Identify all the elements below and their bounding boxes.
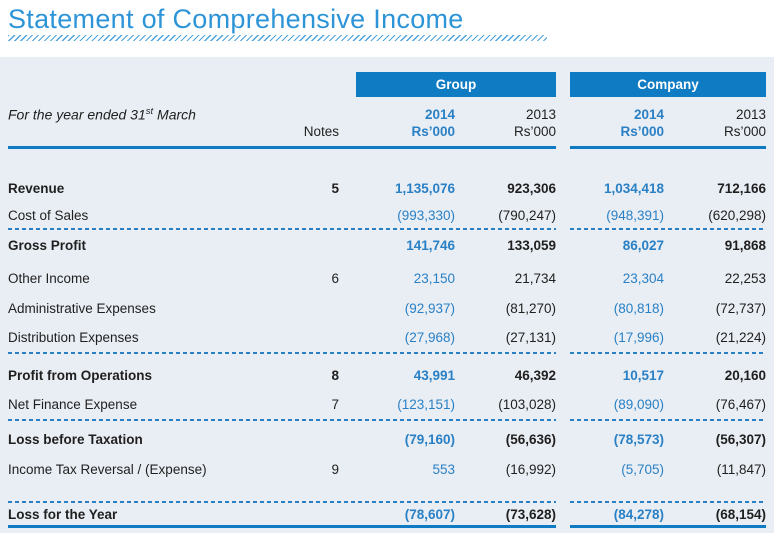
company-2014-value: (89,090) — [613, 397, 664, 412]
group-header-label: Group — [435, 77, 477, 92]
company-2013-value: (56,307) — [715, 432, 766, 447]
total-rule — [8, 525, 766, 528]
group-2013-value: (81,270) — [505, 301, 556, 316]
company-2013-value: (72,737) — [715, 301, 766, 316]
company-2014-value: (78,573) — [613, 432, 664, 447]
company-2013-unit: Rs’000 — [723, 123, 766, 139]
company-2014-value: (84,278) — [613, 507, 664, 522]
dashed-separator — [8, 501, 766, 503]
column-group-bands — [8, 72, 766, 97]
period-superscript: st — [145, 106, 154, 118]
group-2014-value: 23,150 — [413, 271, 455, 286]
group-2014-value: 43,991 — [413, 368, 455, 383]
company-2014-year-header: 2014 — [633, 107, 664, 122]
header-row-units — [8, 123, 766, 139]
row-note: 6 — [331, 271, 339, 286]
company-2014-unit: Rs’000 — [620, 123, 664, 139]
table-row — [8, 361, 766, 391]
company-2013-value: (76,467) — [715, 397, 766, 412]
header-row-years — [8, 106, 766, 123]
table-row — [8, 203, 766, 228]
row-label: Income Tax Reversal / (Expense) — [8, 462, 207, 477]
group-2014-value: (123,151) — [397, 397, 455, 412]
row-label: Loss before Taxation — [8, 432, 143, 447]
company-2014-value: (80,818) — [613, 301, 664, 316]
row-label: Distribution Expenses — [8, 330, 139, 345]
row-label: Administrative Expenses — [8, 301, 156, 316]
dashed-separator — [8, 419, 766, 421]
company-2013-value: 91,868 — [724, 238, 766, 253]
group-2014-value: 553 — [432, 462, 455, 477]
period-label — [8, 106, 345, 123]
company-header-band — [570, 72, 766, 97]
row-label: Revenue — [8, 180, 65, 196]
table-row — [8, 294, 766, 324]
period-prefix: For the year ended 31 — [8, 106, 146, 123]
row-note: 9 — [331, 462, 339, 477]
company-2014-value: (5,705) — [621, 462, 664, 477]
group-2013-value: 46,392 — [514, 368, 556, 383]
group-2013-value: (56,636) — [505, 432, 556, 447]
title-underline-hatch — [8, 35, 547, 41]
row-note: 5 — [331, 180, 339, 196]
table-row — [8, 391, 766, 419]
group-2013-unit: Rs’000 — [513, 123, 556, 139]
row-note: 7 — [331, 397, 339, 412]
table-row — [8, 455, 766, 485]
group-header-band — [356, 72, 556, 97]
company-2013-value: 22,253 — [724, 271, 766, 286]
table-row — [8, 505, 766, 525]
group-2014-value: 1,135,076 — [394, 180, 455, 196]
company-2014-value: 23,304 — [622, 271, 664, 286]
company-2014-value: 1,034,418 — [603, 180, 664, 196]
company-2013-value: (620,298) — [708, 207, 766, 223]
income-statement-table — [0, 57, 774, 533]
group-2013-value: (16,992) — [505, 462, 556, 477]
group-2013-value: (27,131) — [505, 330, 556, 345]
page-title: Statement of Comprehensive Income — [8, 4, 464, 34]
period-suffix: March — [153, 106, 196, 123]
company-2013-year-header: 2013 — [735, 107, 766, 122]
row-label: Other Income — [8, 271, 90, 286]
group-2013-value: (103,028) — [498, 397, 556, 412]
table-row — [8, 264, 766, 294]
group-2013-value: 133,059 — [507, 238, 556, 253]
row-note: 8 — [331, 368, 339, 383]
dashed-separator — [8, 352, 766, 354]
row-label: Gross Profit — [8, 238, 87, 253]
group-2014-value: (92,937) — [404, 301, 455, 316]
group-2014-value: (78,607) — [404, 507, 455, 522]
company-2014-value: 10,517 — [622, 368, 664, 383]
table-row — [8, 174, 766, 203]
group-2013-value: 21,734 — [514, 271, 556, 286]
company-2013-value: 712,166 — [717, 180, 766, 196]
company-2013-value: 20,160 — [724, 368, 766, 383]
notes-column-header: Notes — [303, 123, 339, 139]
company-2014-value: (948,391) — [606, 207, 664, 223]
row-label: Cost of Sales — [8, 207, 89, 223]
table-row — [8, 230, 766, 262]
group-2014-unit: Rs’000 — [411, 123, 455, 139]
row-label: Loss for the Year — [8, 507, 118, 522]
company-2013-value: (68,154) — [715, 507, 766, 522]
group-2014-value: (993,330) — [397, 207, 455, 223]
row-gap — [8, 485, 766, 501]
company-2013-value: (11,847) — [716, 462, 766, 477]
group-2013-value: (790,247) — [498, 207, 556, 223]
table-body — [8, 174, 766, 528]
table-row — [8, 425, 766, 455]
group-2013-value: 923,306 — [507, 180, 556, 196]
group-2014-value: (27,968) — [404, 330, 455, 345]
group-2014-value: 141,746 — [406, 238, 455, 253]
group-2014-value: (79,160) — [404, 432, 455, 447]
group-2013-value: (73,628) — [505, 507, 556, 522]
row-label: Net Finance Expense — [8, 397, 138, 412]
company-2014-value: (17,996) — [613, 330, 664, 345]
group-2014-year-header: 2014 — [424, 107, 455, 122]
company-2013-value: (21,224) — [715, 330, 766, 345]
company-2014-value: 86,027 — [622, 238, 664, 253]
group-2013-year-header: 2013 — [525, 107, 556, 122]
table-row — [8, 324, 766, 352]
header-rule — [8, 146, 766, 149]
company-header-label: Company — [637, 77, 699, 92]
dashed-separator — [8, 228, 766, 230]
row-label: Profit from Operations — [8, 368, 153, 383]
